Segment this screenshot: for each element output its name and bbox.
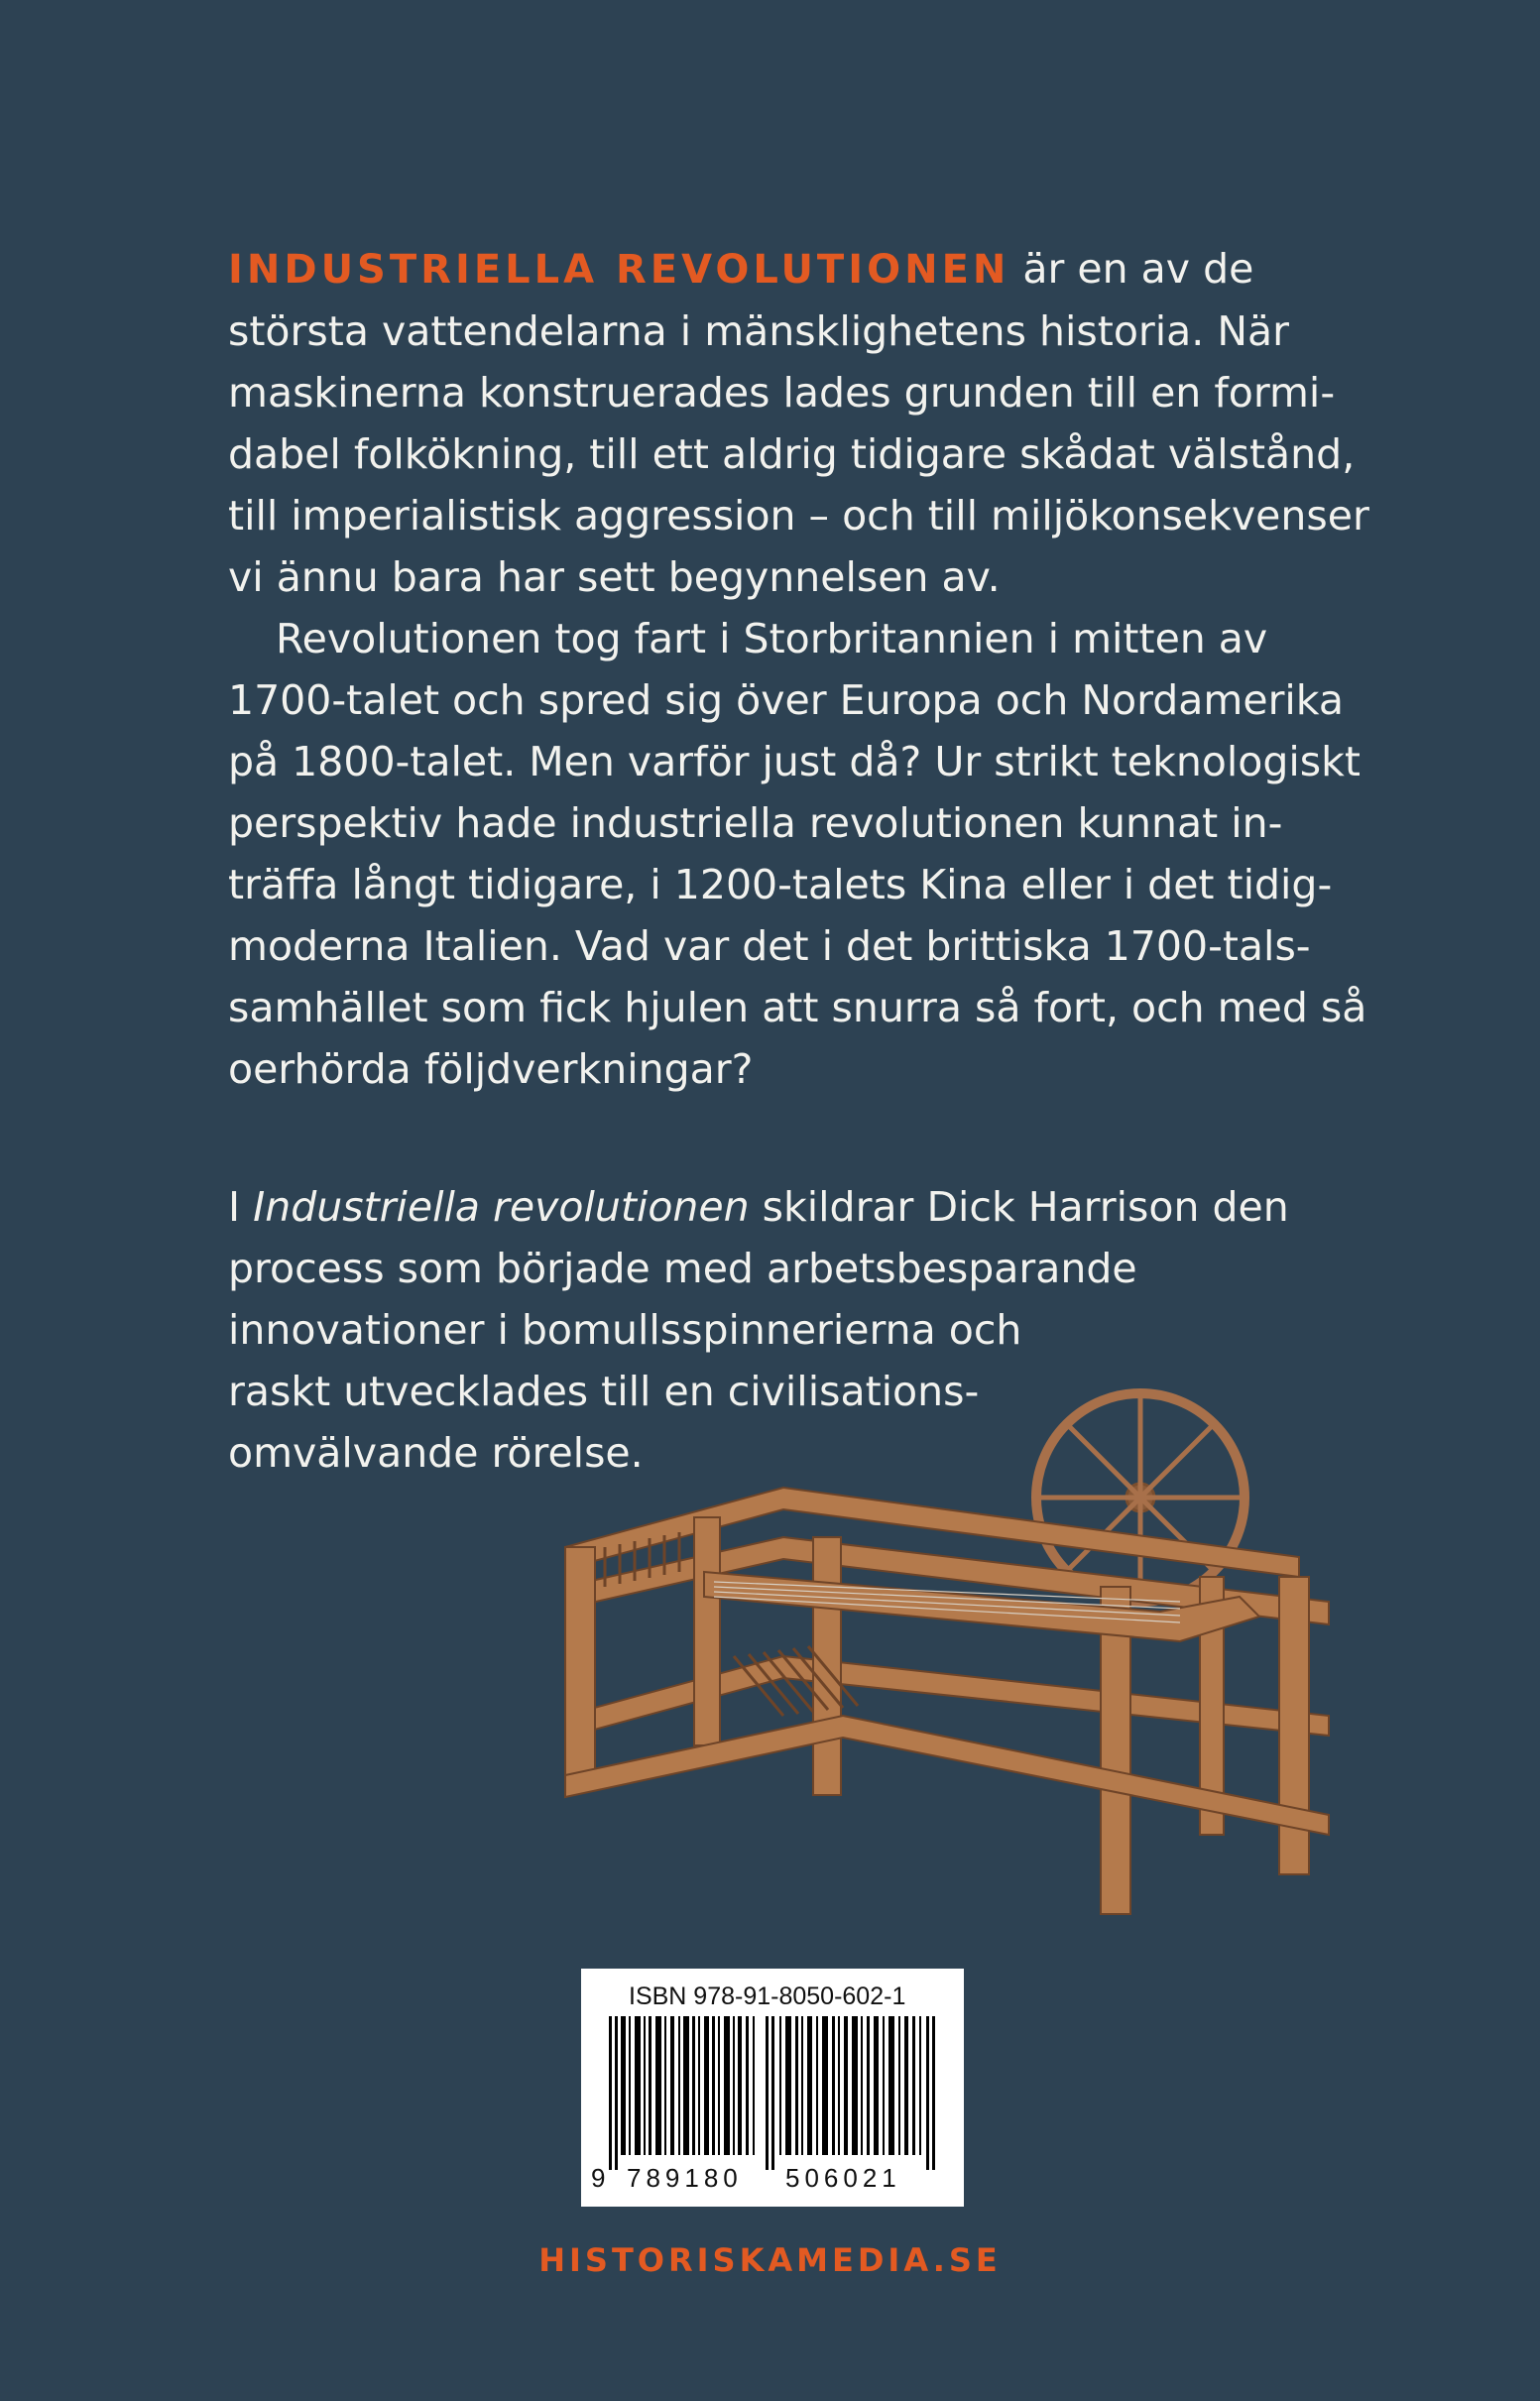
paragraph-3-line: omvälvande rörelse. — [228, 1429, 644, 1477]
paragraph-3-line: innovationer i bomullsspinnerierna och — [228, 1306, 1022, 1354]
barcode-digit-first: 9 — [591, 2163, 606, 2193]
lead-title: INDUSTRIELLA REVOLUTIONEN — [228, 247, 1010, 293]
back-cover-blurb — [228, 238, 1369, 1100]
book-title-italic: Industriella revolutionen — [253, 1183, 750, 1231]
paragraph-3-line: raskt utvecklades till en civilisations- — [228, 1368, 980, 1415]
paragraph-2-line: 1700-talet och spred sig över Europa och Nordamerika — [228, 676, 1344, 724]
paragraph-1-line: maskinerna konstruerades lades grunden till en formi- — [228, 369, 1336, 417]
paragraph-2-line: träffa långt tidigare, i 1200-talets Kina eller i det tidig- — [228, 861, 1333, 908]
paragraph-1-line: största vattendelarna i mänsklighetens historia. När — [228, 307, 1290, 355]
paragraph-1-line: är en av de — [1009, 245, 1254, 293]
paragraph-2-line: perspektiv hade industriella revolutionen kunnat in- — [228, 799, 1283, 847]
paragraph-1-line: till imperialistisk aggression – och till miljökonsekvenser — [228, 492, 1369, 540]
paragraph-2-line: Revolutionen tog fart i Storbritannien i mitten av — [276, 615, 1268, 662]
paragraph-1-line: dabel folkökning, till ett aldrig tidigare skådat välstånd, — [228, 430, 1356, 478]
isbn-label: ISBN 978-91-8050-602-1 — [629, 1982, 906, 2010]
paragraph-2-line: samhället som fick hjulen att snurra så fort, och med så — [228, 984, 1367, 1031]
paragraph-3-line: skildrar Dick Harrison den — [749, 1183, 1289, 1231]
barcode-digits-left: 789180 — [627, 2163, 743, 2193]
spinning-jenny-illustration — [545, 1388, 1339, 1944]
barcode-bars — [591, 2016, 954, 2195]
paragraph-1-line: vi ännu bara har sett begynnelsen av. — [228, 553, 1001, 601]
paragraph-2-line: oerhörda följdverkningar? — [228, 1045, 754, 1093]
barcode — [581, 1969, 964, 2207]
paragraph-2-line: på 1800-talet. Men varför just då? Ur strikt teknologiskt — [228, 738, 1361, 785]
paragraph-1 — [228, 238, 1369, 608]
barcode-digits-right: 506021 — [785, 2163, 901, 2193]
paragraph-3-line: process som började med arbetsbesparande — [228, 1245, 1137, 1292]
paragraph-3-prefix: I — [228, 1183, 254, 1231]
publisher-website: HISTORISKAMEDIA.SE — [538, 2241, 1002, 2279]
paragraph-2-line: moderna Italien. Vad var det i det brittiska 1700-tals- — [228, 922, 1311, 970]
paragraph-2 — [228, 608, 1367, 1100]
